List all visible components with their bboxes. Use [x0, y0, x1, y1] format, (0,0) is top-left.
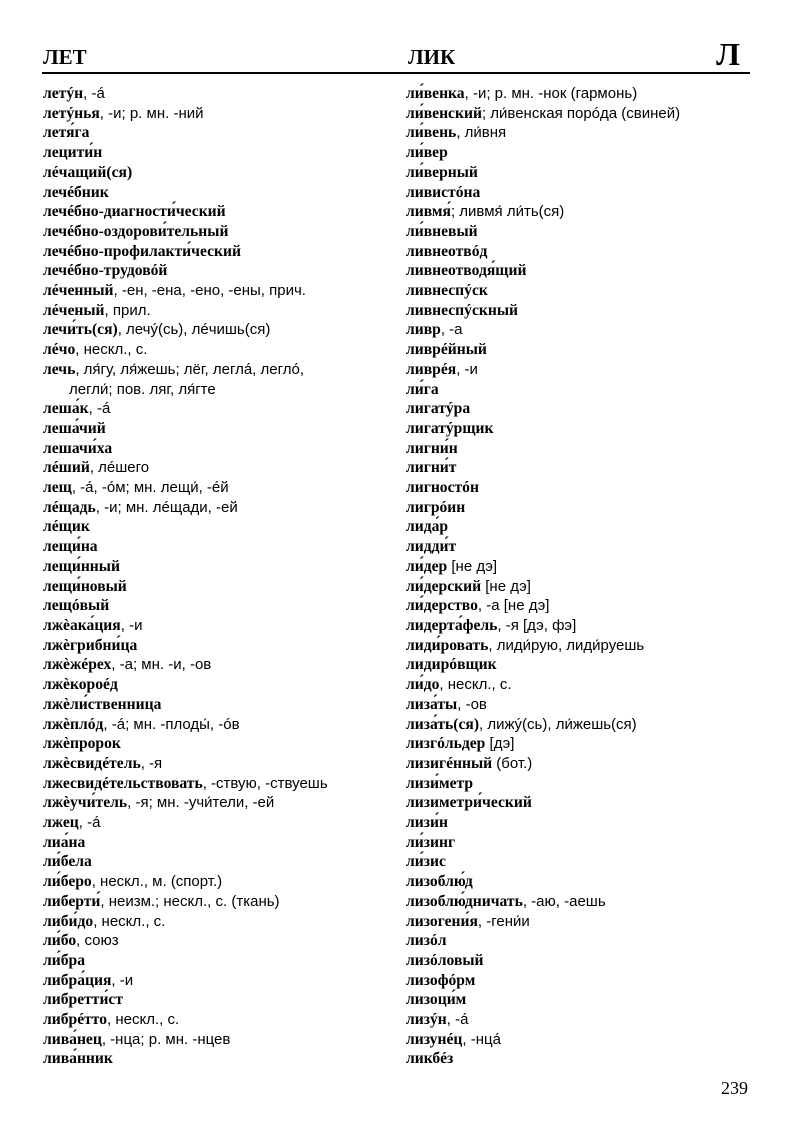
dictionary-entry — [43, 596, 398, 616]
entry-headword: лива́нец — [43, 1030, 102, 1048]
dictionary-entry — [43, 143, 398, 163]
entry-headword: лжесвидéтельствовать — [43, 774, 203, 792]
entry-grammar: , ля́гу, ля́жешь; лёг, леглá, леглó, — [75, 360, 305, 378]
entry-grammar: , союз — [76, 932, 119, 950]
entry-headword: лизигéнный — [406, 754, 493, 772]
dictionary-entry — [43, 754, 398, 774]
entry-grammar: , -á — [446, 1011, 469, 1029]
dictionary-entry — [43, 458, 398, 478]
entry-headword: лизгóльдер — [406, 735, 486, 753]
entry-headword: ли́вневый — [406, 222, 478, 240]
entry-headword: лжèгрибни́ца — [43, 636, 138, 654]
dictionary-entry — [406, 242, 756, 262]
dictionary-entry — [43, 301, 398, 321]
dictionary-entry — [43, 419, 398, 439]
entry-headword: ли́до — [406, 676, 440, 694]
entry-headword: лжèкороéд — [43, 676, 118, 694]
entry-grammar: , -и — [111, 971, 134, 989]
entry-headword: ливнеспýскный — [406, 301, 519, 319]
dictionary-entry — [43, 261, 398, 281]
entry-headword: лжец — [43, 814, 79, 832]
dictionary-entry — [406, 458, 756, 478]
entry-headword: либи́до — [43, 912, 94, 930]
dictionary-entry — [406, 1010, 756, 1030]
entry-grammar: , нескл., с. — [75, 341, 148, 359]
dictionary-entry — [406, 399, 756, 419]
dictionary-entry — [406, 695, 756, 715]
dictionary-entry — [406, 537, 756, 557]
entry-headword: лиа́на — [43, 833, 86, 851]
dictionary-entry — [406, 990, 756, 1010]
dictionary-entry — [43, 931, 398, 951]
entry-headword: лечéбно-трудовóй — [43, 262, 168, 280]
entry-grammar: , -нца; р. мн. -нцев — [101, 1030, 231, 1048]
entry-headword: лжèплóд — [43, 715, 104, 733]
entry-grammar: , -и; мн. лéщади, -ей — [95, 498, 238, 516]
entry-grammar: , нескл., м. (спорт.) — [91, 873, 223, 891]
entry-headword: лещ — [43, 479, 72, 497]
entry-headword: лéчащий(ся) — [43, 163, 133, 181]
dictionary-entry — [43, 793, 398, 813]
dictionary-entry — [406, 892, 756, 912]
entry-headword: ли́беро — [43, 873, 92, 891]
dictionary-entry — [406, 281, 756, 301]
dictionary-entry — [43, 1030, 398, 1050]
entry-headword: ливнеотвóд — [406, 242, 488, 260]
dictionary-entry — [43, 1049, 398, 1069]
dictionary-entry — [43, 498, 398, 518]
entry-headword: ливрéйный — [406, 341, 487, 359]
dictionary-entry — [43, 892, 398, 912]
header-rule — [42, 72, 750, 74]
entry-headword: лещи́нный — [43, 557, 120, 575]
entry-grammar: , -я [дэ, фэ] — [497, 616, 577, 634]
entry-headword: лигни́н — [406, 439, 458, 457]
header-first-word: ЛЕТ — [43, 45, 87, 69]
dictionary-entry — [43, 517, 398, 537]
entry-headword: леша́чий — [43, 419, 106, 437]
entry-headword: лизоци́м — [406, 991, 467, 1009]
entry-grammar: , неизм.; нескл., с. (ткань) — [100, 892, 280, 910]
entry-headword: летýн — [43, 85, 84, 102]
entry-headword: лида́р — [406, 518, 449, 536]
dictionary-entry — [43, 281, 398, 301]
dictionary-entry — [406, 360, 756, 380]
entry-headword: лиза́ть(ся) — [406, 715, 480, 733]
entry-headword: лжèжéрех — [43, 656, 112, 674]
entry-headword: лещи́новый — [43, 577, 127, 595]
dictionary-entry — [406, 84, 756, 104]
entry-grammar: [не дэ] — [481, 577, 531, 595]
page-number: 239 — [721, 1078, 748, 1098]
dictionary-entry — [43, 912, 398, 932]
entry-headword: лизýн — [406, 1011, 447, 1029]
entry-grammar: , -а [не дэ] — [477, 597, 550, 615]
dictionary-entry — [43, 872, 398, 892]
dictionary-entry — [406, 183, 756, 203]
dictionary-entry — [43, 577, 398, 597]
dictionary-entry — [406, 143, 756, 163]
entry-headword: лжèсвидéтель — [43, 754, 141, 772]
dictionary-entry — [43, 163, 398, 183]
header-last-word: ЛИК — [408, 45, 456, 69]
entry-headword: лизоблю́д — [406, 873, 473, 891]
entry-grammar: , ли́вня — [456, 124, 507, 142]
dictionary-entry — [406, 616, 756, 636]
entry-headword: лешачи́ха — [43, 439, 113, 457]
dictionary-entry — [406, 852, 756, 872]
entry-headword: лизи́н — [406, 814, 448, 832]
entry-headword: ли́дер — [406, 557, 448, 575]
entry-headword: лидирóвщик — [406, 656, 497, 674]
entry-headword: лизунéц — [406, 1030, 463, 1048]
dictionary-entry — [406, 1049, 756, 1069]
entry-grammar: , прил. — [104, 301, 151, 319]
entry-grammar: , -аю, -аешь — [522, 892, 606, 910]
dictionary-entry — [406, 439, 756, 459]
entry-grammar: , -á — [88, 400, 111, 418]
entry-headword: лéчо — [43, 341, 76, 359]
entry-headword: ли́га — [406, 380, 439, 398]
entry-headword: лидерта́фель — [406, 616, 498, 634]
entry-headword: либра́ция — [43, 971, 112, 989]
entry-headword: лигни́т — [406, 459, 457, 477]
dictionary-entry — [406, 104, 756, 124]
entry-headword: либрéтто — [43, 1011, 108, 1029]
dictionary-entry — [43, 123, 398, 143]
entry-headword: лжèака́ция — [43, 616, 121, 634]
dictionary-entry — [43, 557, 398, 577]
dictionary-entry — [406, 517, 756, 537]
dictionary-entry — [43, 399, 398, 419]
dictionary-entry — [406, 774, 756, 794]
dictionary-entry — [406, 340, 756, 360]
dictionary-entry — [406, 222, 756, 242]
entry-headword: лéченный — [43, 282, 114, 300]
dictionary-entry — [43, 813, 398, 833]
entry-grammar: , -и; р. мн. -нок (гармонь) — [464, 85, 638, 102]
entry-grammar: , -я; мн. -учи́тели, -ей — [127, 794, 275, 812]
dictionary-entry — [406, 971, 756, 991]
entry-headword: летýнья — [43, 104, 100, 122]
dictionary-entry — [43, 971, 398, 991]
entry-headword: лечи́ть(ся) — [43, 321, 118, 339]
entry-headword: ливнеотводя́щий — [406, 262, 527, 280]
entry-headword: ли́венка — [406, 85, 465, 102]
dictionary-entry — [406, 951, 756, 971]
entry-headword: лжèучи́тель — [43, 794, 128, 812]
entry-headword: ли́зис — [406, 853, 446, 871]
entry-headword: лéший — [43, 459, 90, 477]
entry-grammar: , нескл., с. — [439, 676, 512, 694]
dictionary-entry — [406, 912, 756, 932]
dictionary-entry — [43, 852, 398, 872]
entry-headword: лиди́ровать — [406, 636, 489, 654]
dictionary-entry — [43, 833, 398, 853]
entry-headword: лéщик — [43, 518, 90, 536]
dictionary-entry — [406, 754, 756, 774]
dictionary-entry — [406, 202, 756, 222]
entry-headword: ливр — [406, 321, 441, 339]
left-column — [43, 84, 398, 1069]
dictionary-entry — [406, 715, 756, 735]
dictionary-entry — [406, 813, 756, 833]
entry-headword: лжèли́ственница — [43, 695, 162, 713]
dictionary-entry — [406, 577, 756, 597]
entry-grammar: , -гени́и — [477, 912, 530, 930]
right-column — [406, 84, 756, 1069]
entry-grammar: легли́; пов. ляг, ля́гте — [69, 380, 216, 398]
entry-headword: лецити́н — [43, 144, 103, 162]
entry-headword: ливнеспýск — [406, 282, 488, 300]
entry-headword: лигатýрщик — [406, 419, 494, 437]
dictionary-entry — [406, 380, 756, 400]
entry-headword: лечéбник — [43, 183, 109, 201]
entry-headword: лéщадь — [43, 498, 96, 516]
entry-headword: лизогени́я — [406, 912, 478, 930]
entry-headword: лиза́ты — [406, 695, 458, 713]
entry-headword: ли́вень — [406, 124, 457, 142]
dictionary-entry — [43, 990, 398, 1010]
dictionary-entry — [406, 833, 756, 853]
dictionary-entry — [43, 340, 398, 360]
entry-grammar: , -а — [440, 321, 463, 339]
entry-grammar: ; ли́венская порóда (свиней) — [481, 104, 681, 122]
entry-headword: лизóл — [406, 932, 447, 950]
dictionary-entry — [406, 123, 756, 143]
entry-grammar: , -ов — [457, 695, 487, 713]
entry-headword: лéченый — [43, 301, 105, 319]
entry-headword: лива́нник — [43, 1050, 113, 1068]
dictionary-entry — [43, 695, 398, 715]
entry-grammar: , -и; р. мн. -ний — [99, 104, 204, 122]
entry-headword: ли́дерство — [406, 597, 478, 615]
dictionary-entry — [43, 951, 398, 971]
entry-grammar: , лиди́рую, лиди́руешь — [488, 636, 645, 654]
entry-headword: лизи́метр — [406, 774, 474, 792]
entry-headword: ли́бо — [43, 932, 77, 950]
entry-headword: летя́га — [43, 124, 90, 142]
dictionary-entry — [406, 478, 756, 498]
entry-grammar: , -ствую, -ствуешь — [202, 774, 328, 792]
entry-headword: ли́бела — [43, 853, 92, 871]
entry-headword: ли́вер — [406, 144, 448, 162]
entry-headword: лигатýра — [406, 400, 471, 418]
dictionary-entry — [43, 202, 398, 222]
entry-grammar: , нескл., с. — [107, 1011, 180, 1029]
entry-grammar: , -я — [140, 754, 163, 772]
entry-headword: леша́к — [43, 400, 89, 418]
dictionary-entry — [406, 261, 756, 281]
entry-headword: лизоблю́дничать — [406, 892, 523, 910]
dictionary-entry — [43, 715, 398, 735]
dictionary-entry — [43, 774, 398, 794]
dictionary-entry — [406, 636, 756, 656]
dictionary-entry — [43, 222, 398, 242]
entry-grammar: , -и — [456, 360, 478, 378]
entry-headword: ливмя́ — [406, 203, 451, 221]
dictionary-entry — [43, 439, 398, 459]
entry-headword: лигрóин — [406, 498, 466, 516]
dictionary-entry — [43, 242, 398, 262]
entry-grammar: , -á, -óм; мн. лещи́, -éй — [71, 479, 229, 497]
header-section-letter: Л — [716, 36, 740, 72]
entry-grammar: , -и — [120, 616, 143, 634]
entry-headword: лизиметри́ческий — [406, 794, 532, 812]
dictionary-entry — [406, 419, 756, 439]
entry-headword: лжèпророк — [43, 735, 121, 753]
dictionary-entry — [406, 793, 756, 813]
dictionary-entry — [43, 84, 398, 104]
dictionary-entry — [43, 380, 398, 400]
entry-headword: ли́дерский — [406, 577, 482, 595]
entry-grammar: (бот.) — [492, 754, 533, 772]
dictionary-entry — [43, 616, 398, 636]
entry-headword: лещóвый — [43, 597, 110, 615]
dictionary-entry — [406, 301, 756, 321]
dictionary-entry — [43, 636, 398, 656]
entry-headword: либретти́ст — [43, 991, 124, 1009]
entry-headword: ливистóна — [406, 183, 481, 201]
entry-headword: лечéбно-профилакти́ческий — [43, 242, 241, 260]
entry-grammar: , -ен, -ена, -ено, -ены, прич. — [113, 282, 306, 300]
entry-headword: лечéбно-оздорови́тельный — [43, 222, 229, 240]
dictionary-entry — [406, 596, 756, 616]
entry-grammar: ; ливмя́ ли́ть(ся) — [450, 203, 565, 221]
entry-headword: ли́бра — [43, 951, 85, 969]
entry-headword: лигностóн — [406, 479, 479, 497]
dictionary-entry — [43, 537, 398, 557]
dictionary-entry — [43, 675, 398, 695]
entry-grammar: , -á — [83, 85, 105, 102]
entry-grammar: , лечý(сь), лéчишь(ся) — [117, 321, 271, 339]
entry-grammar: , лéшего — [89, 459, 150, 477]
entry-headword: ли́зинг — [406, 833, 456, 851]
entry-grammar: , -а; мн. -и, -ов — [111, 656, 212, 674]
entry-grammar: [дэ] — [485, 735, 515, 753]
entry-headword: лечéбно-диагности́ческий — [43, 203, 226, 221]
dictionary-entry — [43, 655, 398, 675]
dictionary-entry — [43, 1010, 398, 1030]
entry-headword: лизóловый — [406, 951, 484, 969]
dictionary-entry — [43, 104, 398, 124]
entry-grammar: , нескл., с. — [93, 912, 166, 930]
dictionary-entry — [406, 734, 756, 754]
dictionary-entry — [406, 675, 756, 695]
dictionary-entry — [406, 320, 756, 340]
entry-headword: ли́венский — [406, 104, 482, 122]
dictionary-entry — [43, 320, 398, 340]
dictionary-entry — [406, 498, 756, 518]
dictionary-entry — [406, 931, 756, 951]
dictionary-entry — [406, 557, 756, 577]
entry-grammar: , -á; мн. -плоды́, -óв — [103, 715, 240, 733]
entry-headword: либерти́ — [43, 892, 101, 910]
dictionary-entry — [43, 478, 398, 498]
dictionary-entry — [406, 1030, 756, 1050]
entry-headword: ливрéя — [406, 360, 457, 378]
entry-headword: лизофóрм — [406, 971, 476, 989]
entry-headword: лечь — [43, 360, 76, 378]
running-header — [0, 0, 792, 75]
dictionary-entry — [43, 360, 398, 380]
entry-headword: лещи́на — [43, 538, 98, 556]
entry-grammar: , лижý(сь), ли́жешь(ся) — [479, 715, 637, 733]
dictionary-entry — [406, 655, 756, 675]
entry-grammar: , -á — [78, 814, 101, 832]
entry-grammar: , -нцá — [462, 1030, 501, 1048]
dictionary-entry — [406, 872, 756, 892]
entry-headword: ликбéз — [406, 1050, 454, 1068]
dictionary-entry — [406, 163, 756, 183]
entry-headword: ли́верный — [406, 163, 478, 181]
entry-headword: лидди́т — [406, 538, 457, 556]
dictionary-entry — [43, 183, 398, 203]
entry-grammar: [не дэ] — [447, 557, 498, 575]
dictionary-entry — [43, 734, 398, 754]
